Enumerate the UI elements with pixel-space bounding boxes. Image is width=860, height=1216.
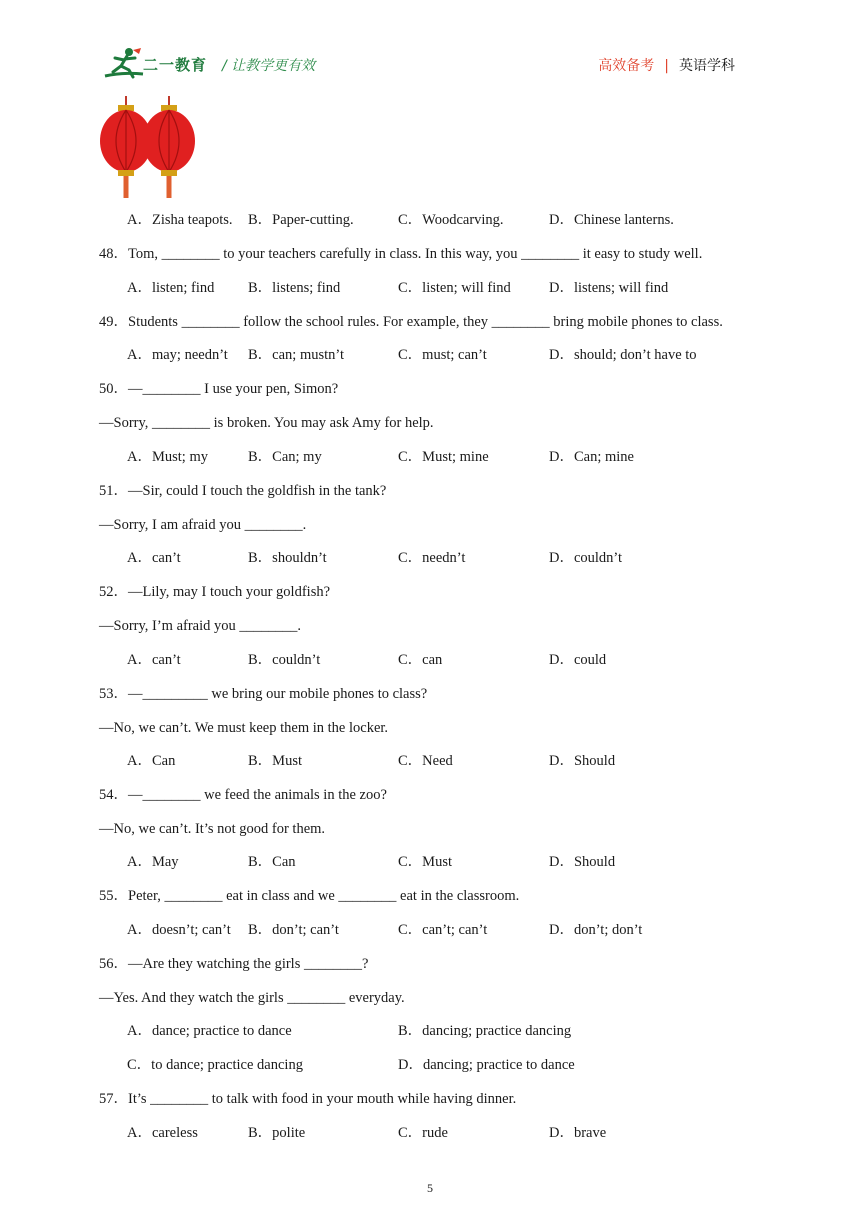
q51-option-b: B．shouldn’t: [248, 550, 327, 566]
q49-stem: 49．Students ________ follow the school rules. For example, they ________ bring mobile phones to class.: [99, 314, 723, 330]
q51-stem: 51．—Sir, could I touch the goldfish in the tank?: [99, 483, 387, 499]
q48-option-a: A．listen; find: [127, 280, 215, 296]
header-separator: |: [664, 58, 669, 74]
q49-option-d: D．should; don’t have to: [549, 347, 697, 363]
q48-stem: 48．Tom, ________ to your teachers carefully in class. In this way, you ________ it easy to study well.: [99, 246, 703, 262]
q55-option-d: D．don’t; don’t: [549, 922, 643, 938]
q53-reply: —No, we can’t. We must keep them in the locker.: [99, 720, 389, 736]
page-number: 5: [427, 1181, 433, 1195]
q52-option-a: A．can’t: [127, 652, 181, 668]
q56-option-d: D．dancing; practice to dance: [398, 1057, 575, 1073]
q55-option-c: C．can’t; can’t: [398, 922, 488, 938]
q54-option-b: B．Can: [248, 854, 296, 870]
q49-option-b: B．can; mustn’t: [248, 347, 344, 363]
page-header: [0, 0, 860, 100]
q54-stem: 54．—________ we feed the animals in the zoo?: [99, 787, 387, 803]
q57-option-c: C．rude: [398, 1125, 448, 1141]
q57-option-b: B．polite: [248, 1125, 306, 1141]
q56-option-a: A．dance; practice to dance: [127, 1023, 292, 1039]
q55-option-b: B．don’t; can’t: [248, 922, 339, 938]
q51-option-d: D．couldn’t: [549, 550, 623, 566]
q52-stem: 52．—Lily, may I touch your goldfish?: [99, 584, 331, 600]
q50-option-d: D．Can; mine: [549, 449, 634, 465]
q48-option-b: B．listens; find: [248, 280, 341, 296]
q53-option-d: D．Should: [549, 753, 616, 769]
q57-stem: 57．It’s ________ to talk with food in your mouth while having dinner.: [99, 1091, 517, 1107]
lantern-right-icon: [143, 96, 195, 198]
header-subject-label: 英语学科: [679, 58, 735, 74]
q53-option-c: C．Need: [398, 753, 453, 769]
q50-option-a: A．Must; my: [127, 449, 208, 465]
q51-option-a: A．can’t: [127, 550, 181, 566]
q53-option-a: A．Can: [127, 753, 176, 769]
q57-option-a: A．careless: [127, 1125, 198, 1141]
q50-stem: 50．—________ I use your pen, Simon?: [99, 381, 339, 397]
q52-option-c: C．can: [398, 652, 443, 668]
q51-option-c: C．needn’t: [398, 550, 466, 566]
q55-option-a: A．doesn’t; can’t: [127, 922, 231, 938]
logo-text: 二一教育: [143, 56, 208, 74]
q50-option-c: C．Must; mine: [398, 449, 489, 465]
q56-option-b: B．dancing; practice dancing: [398, 1023, 572, 1039]
q57-option-d: D．brave: [549, 1125, 607, 1141]
q56-reply: —Yes. And they watch the girls ________ everyday.: [99, 990, 405, 1006]
q51-reply: —Sorry, I am afraid you ________.: [99, 517, 307, 533]
chinese-lanterns-image: [96, 96, 204, 200]
q50-reply: —Sorry, ________ is broken. You may ask Amy for help.: [99, 415, 434, 431]
header-tagline: 高效备考: [598, 58, 655, 74]
q52-option-d: D．could: [549, 652, 607, 668]
q53-option-b: B．Must: [248, 753, 302, 769]
q54-option-c: C．Must: [398, 854, 452, 870]
q54-option-a: A．May: [127, 854, 179, 870]
q56-option-c: C．to dance; practice dancing: [127, 1057, 303, 1073]
q53-stem: 53．—_________ we bring our mobile phones to class?: [99, 686, 428, 702]
q54-reply: —No, we can’t. It’s not good for them.: [99, 821, 326, 837]
q47-option-c: C．Woodcarving.: [398, 212, 504, 228]
q52-reply: —Sorry, I’m afraid you ________.: [99, 618, 302, 634]
q50-option-b: B．Can; my: [248, 449, 322, 465]
q47-option-a: A．Zisha teapots.: [127, 212, 233, 228]
q49-option-c: C．must; can’t: [398, 347, 487, 363]
slogan: / 让教学更有效: [222, 58, 316, 74]
q56-stem: 56．—Are they watching the girls ________?: [99, 956, 369, 972]
q55-stem: 55．Peter, ________ eat in class and we ________ eat in the classroom.: [99, 888, 520, 904]
header-subject: [598, 55, 735, 75]
q54-option-d: D．Should: [549, 854, 616, 870]
q52-option-b: B．couldn’t: [248, 652, 321, 668]
q47-option-b: B．Paper-cutting.: [248, 212, 354, 228]
q47-option-d: D．Chinese lanterns.: [549, 212, 674, 228]
q48-option-d: D．listens; will find: [549, 280, 669, 296]
q49-option-a: A．may; needn’t: [127, 347, 228, 363]
q48-option-c: C．listen; will find: [398, 280, 511, 296]
